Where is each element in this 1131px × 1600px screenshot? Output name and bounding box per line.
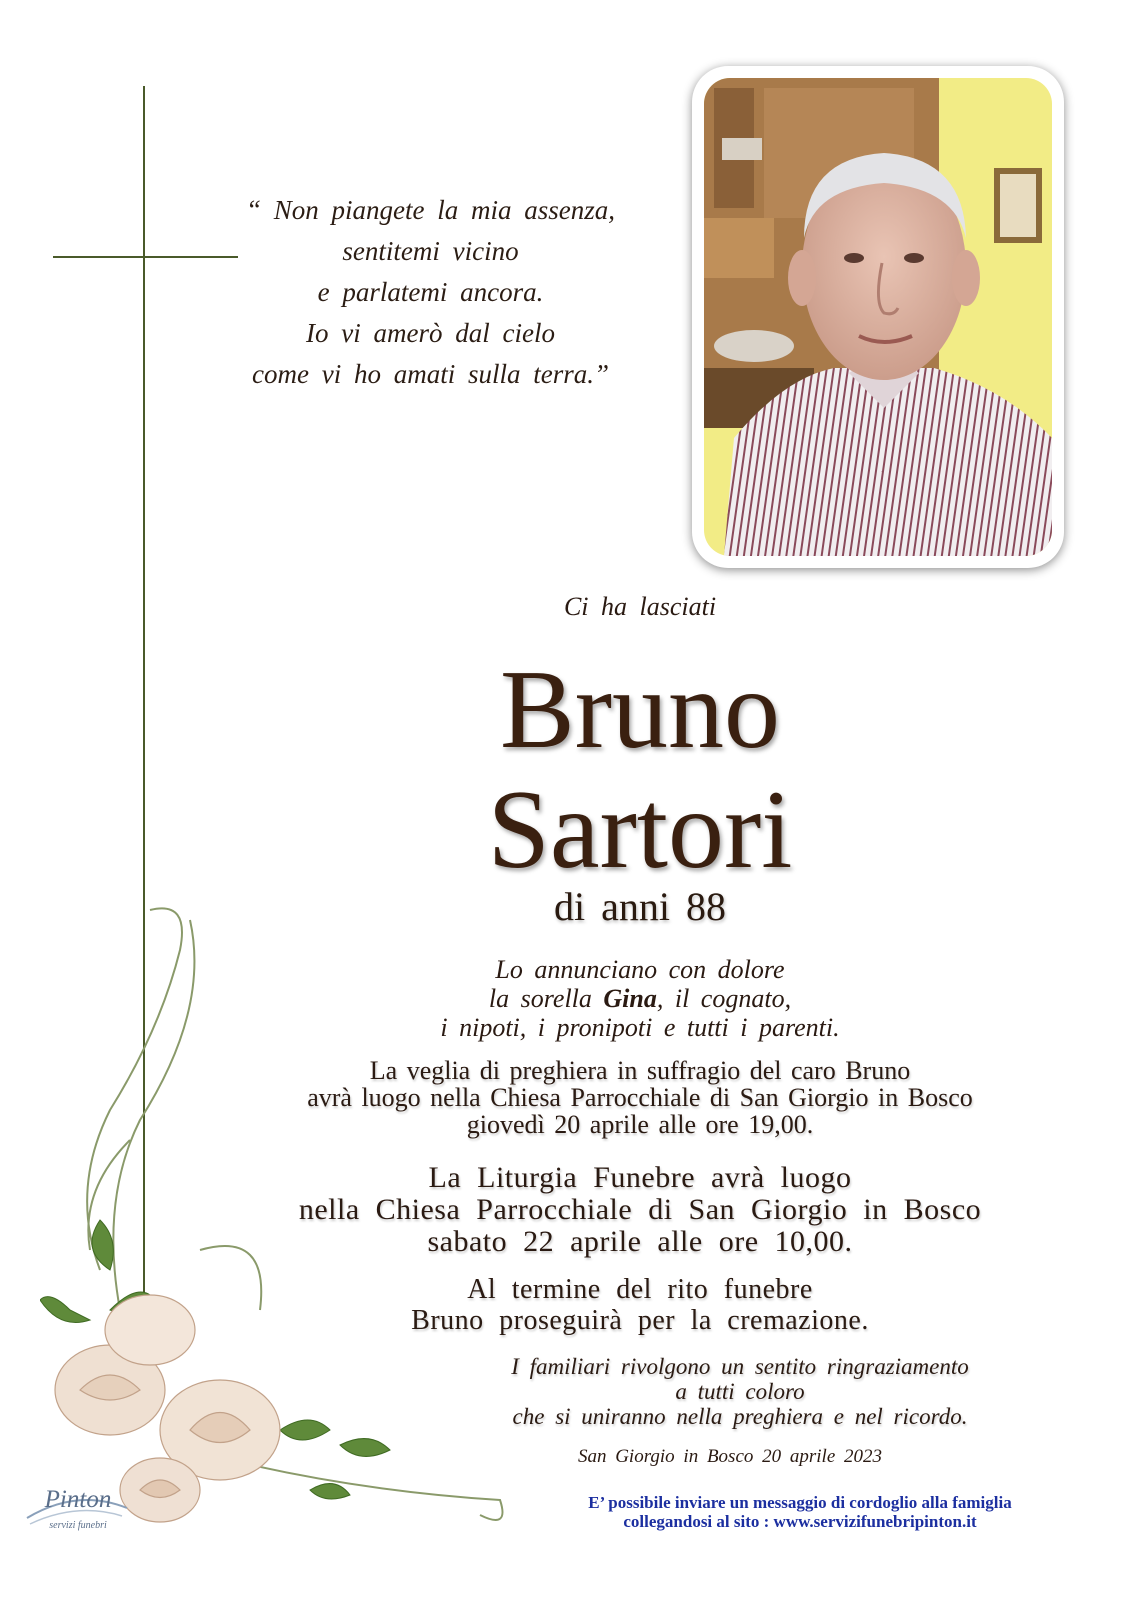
thanks-line: che si uniranno nella preghiera e nel ricordo. — [512, 1404, 968, 1429]
quote-line: e parlatemi ancora. — [317, 277, 544, 307]
vigil-line: avrà luogo nella Chiesa Parrocchiale di San Giorgio in Bosco — [307, 1083, 973, 1112]
liturgy-line: sabato 22 aprile alle ore 10,00. — [427, 1225, 853, 1258]
liturgy-line: La Liturgia Funebre avrà luogo — [428, 1161, 852, 1194]
place-date: San Giorgio in Bosco 20 aprile 2023 — [577, 1446, 883, 1467]
funeral-home-logo — [22, 1478, 132, 1550]
deceased-last-name: Sartori — [487, 768, 793, 892]
condolence-notice — [480, 1493, 1120, 1531]
quote-line: sentitemi vicino — [342, 236, 519, 266]
condolence-link[interactable]: collegandosi al sito : www.servizifunebripinton.it — [623, 1512, 977, 1531]
announcement-text: la sorella — [488, 984, 604, 1013]
logo-tagline: servizi funebri — [49, 1520, 107, 1531]
cross-horizontal-bar — [53, 256, 238, 258]
logo-name: Pinton — [44, 1486, 112, 1513]
portrait-frame — [692, 66, 1064, 568]
liturgy-line: nella Chiesa Parrocchiale di San Giorgio in Bosco — [298, 1193, 982, 1226]
thanks-line: a tutti coloro — [675, 1379, 805, 1404]
vigil-line: La veglia di preghiera in suffragio del caro Bruno — [369, 1056, 911, 1085]
quote-line: “ Non piangete la mia assenza, — [245, 195, 615, 225]
memorial-quote — [228, 190, 633, 395]
rose-decoration — [40, 890, 520, 1570]
deceased-age: di anni 88 — [554, 884, 726, 929]
announcement-text: , il cognato, — [656, 984, 792, 1013]
condolence-line: E’ possibile inviare un messaggio di cordoglio alla famiglia — [588, 1493, 1012, 1512]
portrait-photo — [704, 78, 1052, 556]
quote-line: Io vi amerò dal cielo — [306, 318, 555, 348]
thanks-line: I familiari rivolgono un sentito ringraziamento — [511, 1354, 969, 1379]
quote-line: come vi ho amati sulla terra.” — [252, 359, 609, 389]
announcement-line: i nipoti, i pronipoti e tutti i parenti. — [440, 1013, 840, 1042]
intro-text: Ci ha lasciati — [563, 592, 717, 621]
sister-name: Gina — [603, 984, 657, 1013]
deceased-first-name: Bruno — [500, 648, 780, 772]
vigil-line: giovedì 20 aprile alle ore 19,00. — [466, 1110, 814, 1139]
cremation-line: Bruno proseguirà per la cremazione. — [411, 1305, 869, 1336]
cremation-line: Al termine del rito funebre — [467, 1274, 813, 1305]
announcement-line: Lo annunciano con dolore — [495, 955, 785, 984]
